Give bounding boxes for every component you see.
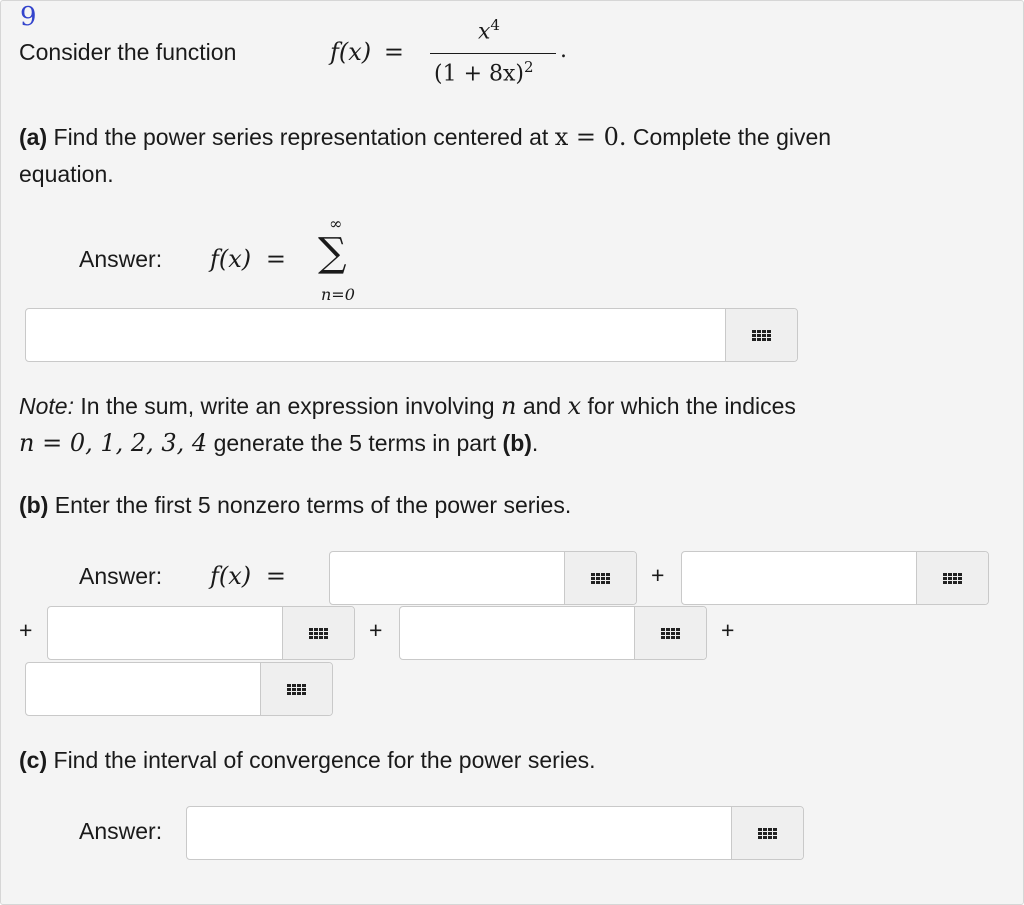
- part-b-answer-label: Answer:: [79, 563, 163, 589]
- part-a-eq: =: [265, 245, 286, 273]
- part-c-prompt: [19, 742, 596, 779]
- note-n: n: [500, 392, 517, 420]
- math-palette-grid-icon: [943, 573, 962, 584]
- plus-sign: +: [651, 562, 665, 588]
- part-a-answer-input[interactable]: [26, 309, 725, 361]
- problem-number: 9: [20, 2, 37, 32]
- part-b-term-2-field[interactable]: [681, 551, 989, 605]
- part-a-line2: equation.: [19, 161, 114, 187]
- part-a-text-after: Complete the given: [632, 124, 832, 150]
- intro-fx: f(x): [330, 38, 372, 66]
- intro-eq: =: [383, 38, 404, 66]
- plus-sign: +: [19, 617, 33, 643]
- part-a-answer-field[interactable]: [25, 308, 798, 362]
- note-line1: [19, 388, 796, 425]
- note-label: Note:: [19, 393, 74, 419]
- plus-sign: +: [721, 617, 735, 643]
- fraction-numerator: [478, 16, 500, 44]
- part-a-math: x = 0.: [554, 123, 627, 151]
- part-b-term-4-palette-button[interactable]: [634, 607, 706, 659]
- math-palette-grid-icon: [591, 573, 610, 584]
- part-b-term-2-palette-button[interactable]: [916, 552, 988, 604]
- note-period: .: [531, 430, 539, 456]
- math-palette-grid-icon: [661, 628, 680, 639]
- sum-upper-limit: ∞: [329, 214, 343, 233]
- part-b-term-1-input[interactable]: [330, 552, 564, 604]
- part-a-prompt: [19, 119, 831, 156]
- part-b-eq: =: [265, 562, 286, 590]
- numerator-exponent: 4: [490, 16, 500, 34]
- part-b-term-3-input[interactable]: [48, 607, 282, 659]
- note-x: x: [567, 392, 582, 420]
- intro-period: .: [560, 38, 567, 63]
- note-line2: [19, 425, 538, 462]
- part-b-term-3-palette-button[interactable]: [282, 607, 354, 659]
- part-b-term-4-input[interactable]: [400, 607, 634, 659]
- part-b-term-1-palette-button[interactable]: [564, 552, 636, 604]
- part-b-term-5-field[interactable]: [25, 662, 333, 716]
- note-text3: generate the 5 terms in part: [213, 430, 497, 456]
- note-part-ref: (b): [502, 430, 532, 456]
- part-b-term-1-field[interactable]: [329, 551, 637, 605]
- note-text2: for which the indices: [587, 393, 796, 419]
- part-b-label: (b): [19, 492, 49, 518]
- part-b-text: Enter the first 5 nonzero terms of the power series.: [54, 492, 572, 518]
- sum-lower-limit: n=0: [321, 285, 355, 304]
- fraction-denominator: [434, 58, 534, 86]
- part-c-answer-input[interactable]: [187, 807, 731, 859]
- part-c-text: Find the interval of convergence for the power series.: [53, 747, 596, 773]
- part-b-fx-text: f(x): [210, 562, 252, 590]
- part-b-term-2-input[interactable]: [682, 552, 916, 604]
- part-c-math-palette-button[interactable]: [731, 807, 803, 859]
- math-palette-grid-icon: [309, 628, 328, 639]
- part-a-text: Find the power series representation centered at: [53, 124, 549, 150]
- part-a-fx: [210, 241, 286, 278]
- denominator-exponent: 2: [524, 58, 534, 76]
- note-indices: n = 0, 1, 2, 3, 4: [19, 429, 208, 457]
- intro-function: [330, 34, 404, 71]
- part-b-term-3-field[interactable]: [47, 606, 355, 660]
- note-text1: In the sum, write an expression involving: [80, 393, 495, 419]
- math-palette-grid-icon: [752, 330, 771, 341]
- intro-text: Consider the function: [19, 39, 237, 65]
- part-b-term-5-input[interactable]: [26, 663, 260, 715]
- part-a-fx-text: f(x): [210, 245, 252, 273]
- part-b-term-5-palette-button[interactable]: [260, 663, 332, 715]
- math-palette-grid-icon: [287, 684, 306, 695]
- part-a-answer-label: Answer:: [79, 246, 163, 272]
- denominator-base: (1 + 8x): [434, 61, 524, 87]
- note-and: and: [522, 393, 562, 419]
- part-c-label: (c): [19, 747, 48, 773]
- part-b-prompt: [19, 487, 571, 524]
- part-c-answer-label: Answer:: [79, 818, 163, 844]
- part-b-term-4-field[interactable]: [399, 606, 707, 660]
- plus-sign: +: [369, 617, 383, 643]
- part-a-label: (a): [19, 124, 48, 150]
- sigma-symbol: ∑: [318, 230, 347, 276]
- part-b-fx: [210, 558, 286, 595]
- part-c-answer-field[interactable]: [186, 806, 804, 860]
- math-palette-grid-icon: [758, 828, 777, 839]
- fraction-bar: [430, 53, 556, 54]
- part-a-math-palette-button[interactable]: [725, 309, 797, 361]
- numerator-base: x: [478, 19, 491, 45]
